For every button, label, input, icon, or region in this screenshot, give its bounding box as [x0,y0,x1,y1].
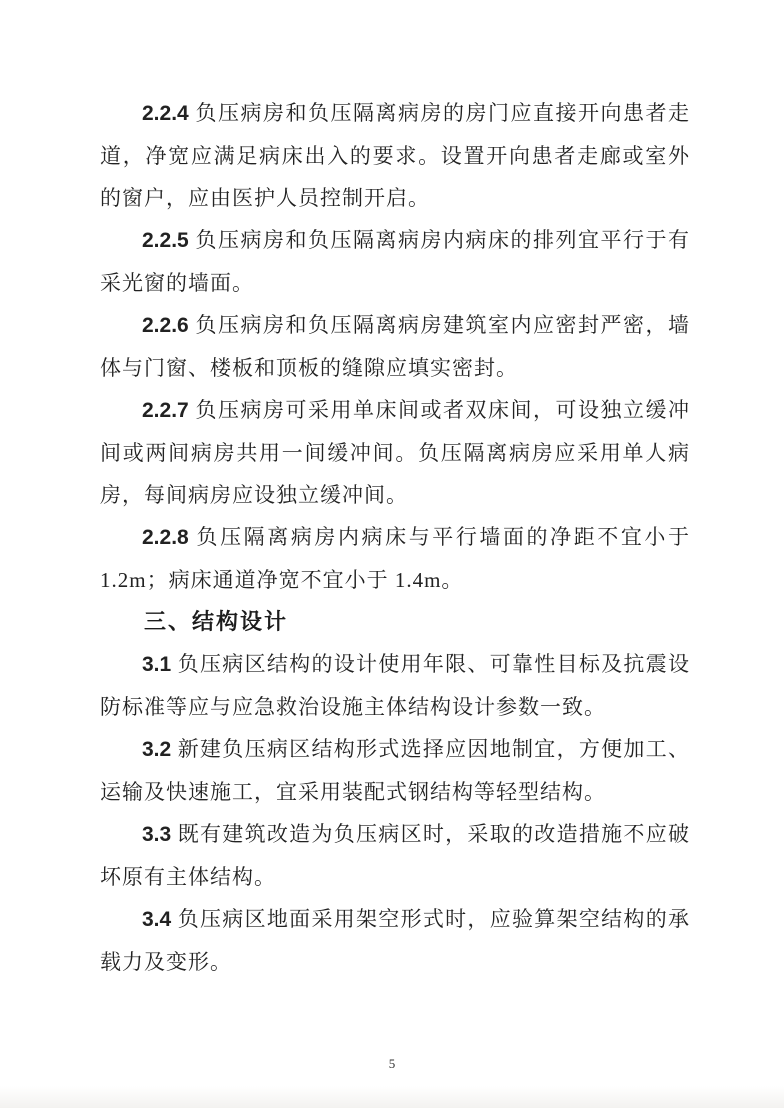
clause-number: 2.2.6 [142,314,189,337]
clause-2.2.7 [100,389,690,516]
clause-text: 负压隔离病房内病床与平行墙面的净距不宜小于 1.2m；病床通道净宽不宜小于 1.4m。 [100,525,690,592]
clause-number: 2.2.8 [142,526,189,549]
clause-text: 负压病房和负压隔离病房建筑室内应密封严密，墙体与门窗、楼板和顶板的缝隙应填实密封。 [100,313,690,380]
clause-text: 负压病房和负压隔离病房内病床的排列宜平行于有采光窗的墙面。 [100,228,690,295]
clause-2.2.4 [100,92,690,219]
clause-text: 负压病房可采用单床间或者双床间，可设独立缓冲间或两间病房共用一间缓冲间。负压隔离病房应采用单人病房，每间病房应设独立缓冲间。 [100,398,690,507]
clause-number: 3.2 [142,738,172,761]
clause-3.1 [100,643,690,728]
clause-2.2.8 [100,516,690,601]
clause-text: 新建负压病区结构形式选择应因地制宜，方便加工、运输及快速施工，宜采用装配式钢结构等轻型结构。 [100,737,690,804]
clause-3.4 [100,898,690,983]
clause-text: 负压病房和负压隔离病房的房门应直接开向患者走道，净宽应满足病床出入的要求。设置开向患者走廊或室外的窗户，应由医护人员控制开启。 [100,101,690,210]
page-bottom-shade [0,1086,784,1108]
clause-text: 负压病区结构的设计使用年限、可靠性目标及抗震设防标准等应与应急救治设施主体结构设计参数一致。 [100,652,690,719]
section-heading: 三、结构设计 [144,609,289,634]
clause-number: 2.2.7 [142,399,189,422]
paragraph-container [100,92,690,983]
document-body [100,92,690,983]
clause-2.2.6 [100,304,690,389]
clause-number: 3.1 [142,653,172,676]
clause-3.2 [100,728,690,813]
clause-2.2.5 [100,219,690,304]
page-number: 5 [388,1056,396,1071]
clause-number: 3.3 [142,823,172,846]
clause-number: 2.2.4 [142,102,189,125]
clause-3.3 [100,813,690,898]
clause-number: 3.4 [142,908,172,931]
clause-text: 既有建筑改造为负压病区时，采取的改造措施不应破坏原有主体结构。 [100,822,690,889]
clause-number: 2.2.5 [142,229,189,252]
clause-text: 负压病区地面采用架空形式时，应验算架空结构的承载力及变形。 [100,907,690,974]
